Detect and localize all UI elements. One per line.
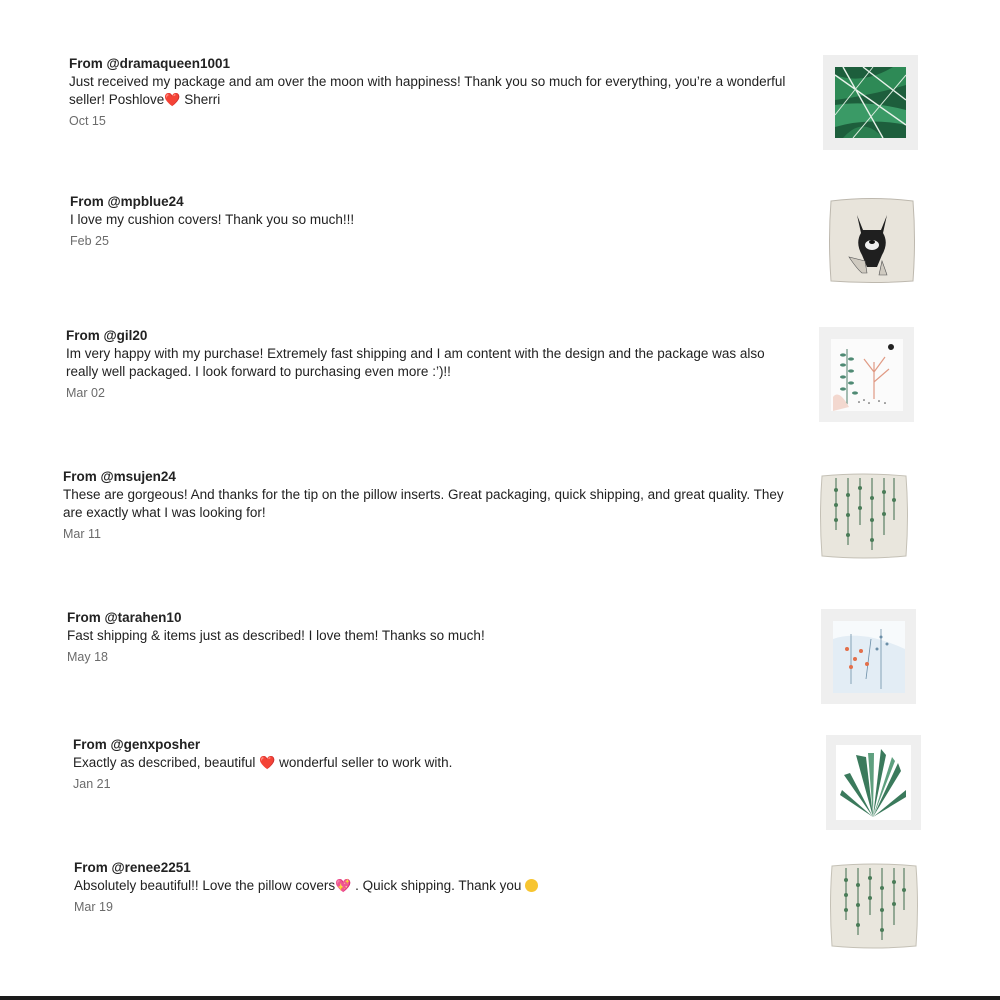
review-text <box>69 73 809 109</box>
review-author[interactable]: From @renee2251 <box>74 860 191 875</box>
bottom-border <box>0 996 1000 1000</box>
hanging-vines-pillow-image[interactable] <box>828 860 920 952</box>
floral-sprig-pillow-image[interactable] <box>821 609 916 704</box>
review-author[interactable]: From @mpblue24 <box>70 194 184 209</box>
agave-pillow-image[interactable] <box>826 735 921 830</box>
review-date: Mar 19 <box>74 900 113 914</box>
review-author[interactable]: From @msujen24 <box>63 469 176 484</box>
smiley-emoji-icon <box>525 879 538 892</box>
banana-leaf-pillow-image[interactable] <box>823 55 918 150</box>
sparkling-heart-emoji-icon: 💖 <box>335 878 352 893</box>
french-bulldog-pillow-image[interactable] <box>827 195 917 285</box>
review-text-line: really well packaged. I look forward to purchasing even more :’)!! <box>66 364 451 379</box>
review-date: Jan 21 <box>73 777 111 791</box>
review-text-signature: Sherri <box>180 92 221 107</box>
review-text <box>73 754 813 772</box>
hanging-vines-pillow-image[interactable] <box>818 470 910 562</box>
review-author[interactable]: From @dramaqueen1001 <box>69 56 230 71</box>
review-text-line: Just received my package and am over the moon with happiness! Thank you so much for everything, you’re a wonderful <box>69 74 786 89</box>
review-text-part: Exactly as described, beautiful <box>73 755 256 770</box>
review-text: I love my cushion covers! Thank you so much!!! <box>70 212 355 227</box>
review-text-line: These are gorgeous! And thanks for the tip on the pillow inserts. Great packaging, quick shipping, and great quality. They <box>63 487 784 502</box>
review-text-line: Im very happy with my purchase! Extremely fast shipping and I am content with the design and the package was also <box>66 346 765 361</box>
heart-emoji-icon: ❤️ <box>259 755 276 770</box>
review-text-part: . Quick shipping. Thank you <box>351 878 526 893</box>
review-text <box>74 877 814 895</box>
review-date: May 18 <box>67 650 108 664</box>
review-date: Oct 15 <box>69 114 106 128</box>
review-text-part: wonderful seller to work with. <box>279 755 453 770</box>
heart-emoji-icon: ❤️ <box>164 92 181 107</box>
review-author[interactable]: From @genxposher <box>73 737 201 752</box>
review-author[interactable]: From @gil20 <box>66 328 148 343</box>
review-text <box>66 345 806 381</box>
review-text-line: are exactly what I was looking for! <box>63 505 266 520</box>
review-text <box>63 486 813 522</box>
review-date: Mar 11 <box>63 527 101 541</box>
review-text-part: Absolutely beautiful!! Love the pillow covers <box>74 878 336 893</box>
review-date: Feb 25 <box>70 234 109 248</box>
review-author[interactable]: From @tarahen10 <box>67 610 182 625</box>
botanical-pillow-image[interactable] <box>819 327 914 422</box>
review-text: Fast shipping & items just as described! I love them! Thanks so much! <box>67 628 485 643</box>
review-date: Mar 02 <box>66 386 105 400</box>
review-text-line: seller! Poshlove <box>69 92 165 107</box>
